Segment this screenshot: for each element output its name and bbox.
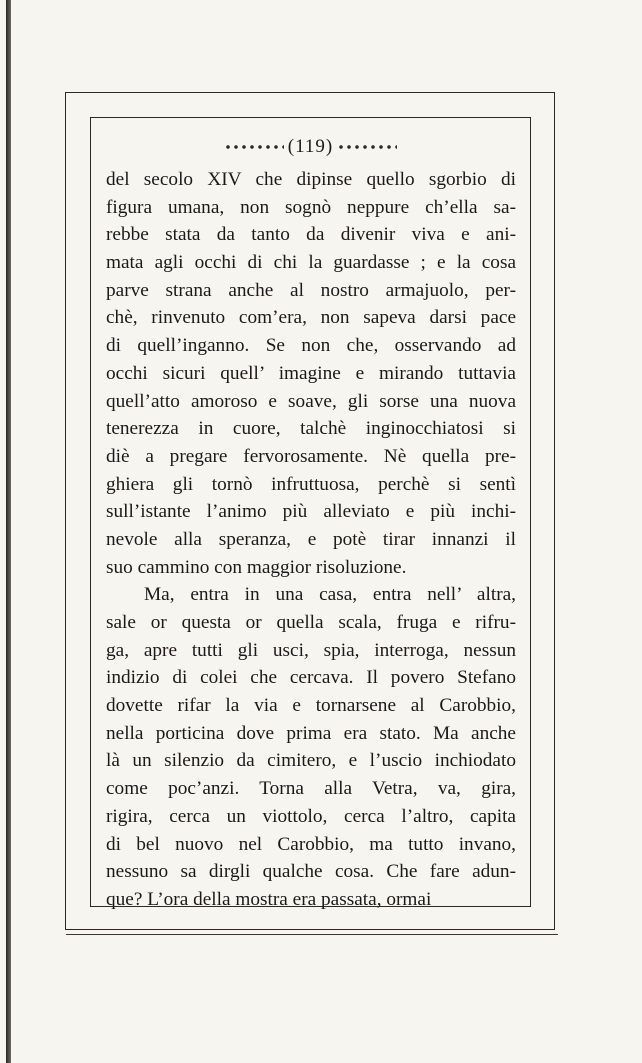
text-line: parve strana anche al nostro armajuolo, per- [106,279,516,301]
text-line: indizio di colei che cercava. Il povero Stefano [106,667,516,689]
bottom-rule [66,934,558,935]
text-line: chè, rinvenuto com’era, non sapeva darsi pace [106,307,516,329]
body-text [106,166,516,914]
left-ornament-icon [224,142,284,152]
page-header [90,133,531,161]
text-line: ga, apre tutti gli usci, spia, interroga, nessun [106,639,516,661]
text-line: nella porticina dove prima era stato. Ma anche [106,722,516,744]
text-line: diè a pregare fervorosamente. Nè quella pre- [106,445,516,467]
text-line: sale or questa or quella scala, fruga e rifru- [106,612,516,633]
text-line: rigira, cerca un viottolo, cerca l’altro, capita [106,805,516,827]
text-line: là un silenzio da cimitero, e l’uscio inchiodato [106,750,516,772]
header-open-paren: ( [287,136,296,157]
header-close-paren: ) [325,136,334,157]
text-line: di bel nuovo nel Carobbio, ma tutto invano, [106,833,516,855]
text-line: Ma, entra in una casa, entra nell’ altra, [144,584,516,606]
text-line: dovette rifar la via e tornarsene al Carobbio, [106,695,516,717]
text-line: del secolo XIV che dipinse quello sgorbio di [106,169,516,190]
right-ornament-icon [337,142,397,152]
book-spine-edge [6,0,11,1063]
text-line: occhi sicuri quell’ imagine e mirando tuttavia [106,362,516,384]
text-line: suo cammino con maggior risoluzione. [106,556,407,578]
text-line: nevole alla speranza, e potè tirar innanzi il [106,528,516,550]
text-line: mata agli occhi di chi la guardasse ; e la cosa [106,252,516,274]
text-line: rebbe stata da tanto da divenir viva e ani- [106,224,516,246]
text-line: tenerezza in cuore, talchè inginocchiatosi si [106,418,516,440]
text-line: ghiera gli tornò infruttuosa, perchè si sentì [106,473,516,495]
text-line: que? L’ora della mostra era passata, ormai [106,888,432,910]
text-line: come poc’anzi. Torna alla Vetra, va, gira, [106,778,516,800]
text-line: di quell’inganno. Se non che, osservando ad [106,335,516,357]
text-line: figura umana, non sognò neppure ch’ella sa- [106,196,516,218]
page-number: 119 [295,136,326,157]
text-line: sull’istante l’animo più alleviato e più inchi- [106,501,516,523]
text-line: nessuno sa dirgli qualche cosa. Che fare adun- [106,861,516,883]
text-line: quell’atto amoroso e soave, gli sorse una nuova [106,390,516,412]
